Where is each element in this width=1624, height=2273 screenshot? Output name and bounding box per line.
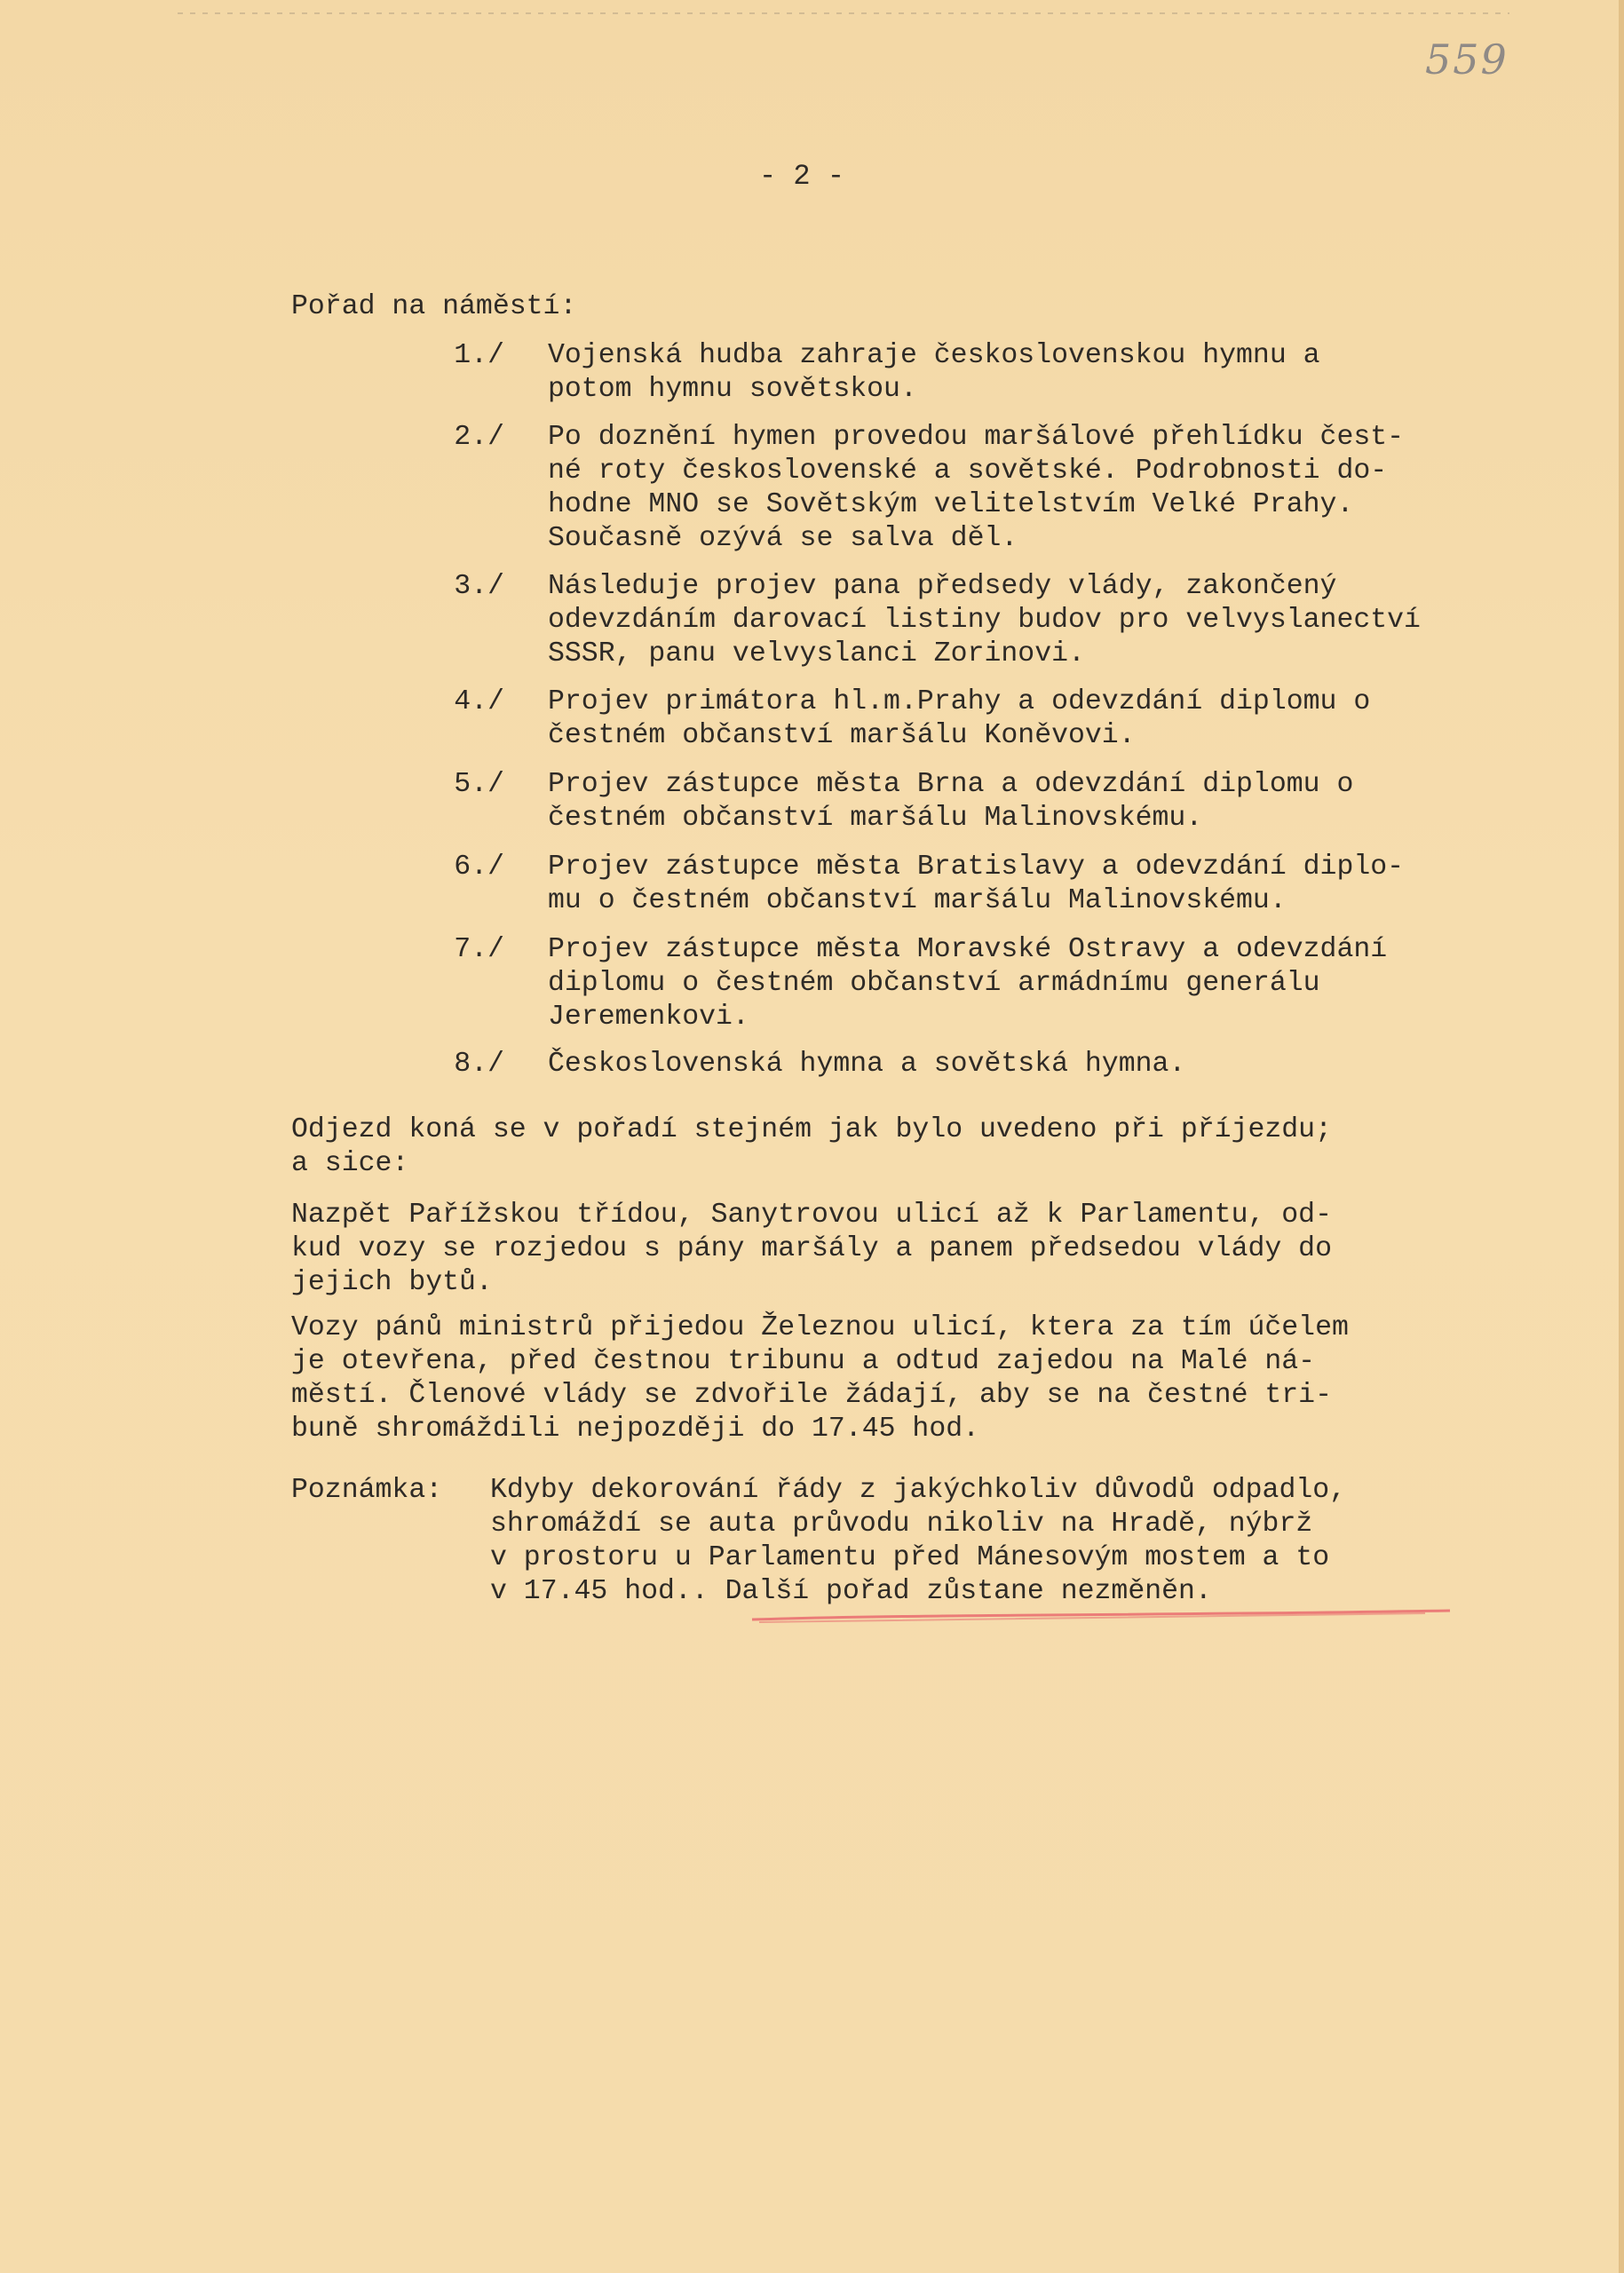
section-heading: Pořad na náměstí: bbox=[291, 291, 577, 322]
scan-right-edge bbox=[1619, 0, 1624, 2273]
item-line: Následuje projev pana předsedy vlády, zakončený bbox=[548, 571, 1337, 602]
item-line: potom hymnu sovětskou. bbox=[548, 374, 917, 405]
archive-number: 559 bbox=[1425, 36, 1509, 83]
item-line: Jeremenkovi. bbox=[548, 1002, 749, 1033]
note-line: shromáždí se auta průvodu nikoliv na Hradě, nýbrž bbox=[490, 1509, 1313, 1540]
item-number: 1./ bbox=[454, 340, 504, 371]
scan-top-edge bbox=[178, 12, 1509, 14]
item-number: 3./ bbox=[454, 571, 504, 602]
item-line: SSSR, panu velvyslanci Zorinovi. bbox=[548, 638, 1085, 669]
item-number: 7./ bbox=[454, 934, 504, 965]
item-line: hodne MNO se Sovětským velitelstvím Velké Prahy. bbox=[548, 489, 1354, 520]
item-number: 4./ bbox=[454, 686, 504, 717]
item-line: Projev zástupce města Bratislavy a odevzdání diplo- bbox=[548, 851, 1405, 883]
item-line: Projev primátora hl.m.Prahy a odevzdání diplomu o bbox=[548, 686, 1371, 717]
paragraph-line: jejich bytů. bbox=[291, 1267, 493, 1298]
paragraph-line: Vozy pánů ministrů přijedou Železnou ulicí, ktera za tím účelem bbox=[291, 1312, 1349, 1343]
paragraph-line: městí. Členové vlády se zdvořile žádají, aby se na čestné tri- bbox=[291, 1380, 1332, 1411]
item-line: diplomu o čestném občanství armádnímu generálu bbox=[548, 968, 1320, 999]
red-pencil-underline bbox=[750, 1609, 1452, 1625]
item-line: Projev zástupce města Moravské Ostravy a odevzdání bbox=[548, 934, 1388, 965]
paragraph-line: buně shromáždili nejpozději do 17.45 hod. bbox=[291, 1414, 980, 1445]
item-line: odevzdáním darovací listiny budov pro velvyslanectví bbox=[548, 605, 1421, 636]
paragraph-line: je otevřena, před čestnou tribunu a odtud zajedou na Malé ná- bbox=[291, 1346, 1316, 1377]
item-line: Současně ozývá se salva děl. bbox=[548, 523, 1018, 554]
page-number: - 2 - bbox=[759, 160, 845, 193]
item-number: 5./ bbox=[454, 769, 504, 800]
item-number: 6./ bbox=[454, 851, 504, 883]
paragraph-line: Nazpět Pařížskou třídou, Sanytrovou ulicí až k Parlamentu, od- bbox=[291, 1200, 1332, 1231]
item-line: Vojenská hudba zahraje československou hymnu a bbox=[548, 340, 1320, 371]
item-number: 2./ bbox=[454, 422, 504, 453]
paragraph-line: kud vozy se rozjedou s pány maršály a panem předsedou vlády do bbox=[291, 1233, 1332, 1264]
note-line: v 17.45 hod.. Další pořad zůstane nezměněn. bbox=[490, 1576, 1212, 1607]
note-line: v prostoru u Parlamentu před Mánesovým mostem a to bbox=[490, 1542, 1330, 1573]
item-line: né roty československé a sovětské. Podrobnosti do- bbox=[548, 455, 1388, 487]
item-line: čestném občanství maršálu Malinovskému. bbox=[548, 803, 1203, 834]
note-label: Poznámka: bbox=[291, 1475, 443, 1506]
item-line: Československá hymna a sovětská hymna. bbox=[548, 1049, 1186, 1080]
item-line: čestném občanství maršálu Koněvovi. bbox=[548, 720, 1136, 751]
paragraph-line: a sice: bbox=[291, 1148, 409, 1179]
item-number: 8./ bbox=[454, 1049, 504, 1080]
item-line: Projev zástupce města Brna a odevzdání diplomu o bbox=[548, 769, 1354, 800]
paragraph-line: Odjezd koná se v pořadí stejném jak bylo uvedeno při příjezdu; bbox=[291, 1114, 1332, 1145]
item-line: Po doznění hymen provedou maršálové přehlídku čest- bbox=[548, 422, 1405, 453]
note-line: Kdyby dekorování řády z jakýchkoliv důvodů odpadlo, bbox=[490, 1475, 1347, 1506]
item-line: mu o čestném občanství maršálu Malinovskému. bbox=[548, 885, 1287, 916]
